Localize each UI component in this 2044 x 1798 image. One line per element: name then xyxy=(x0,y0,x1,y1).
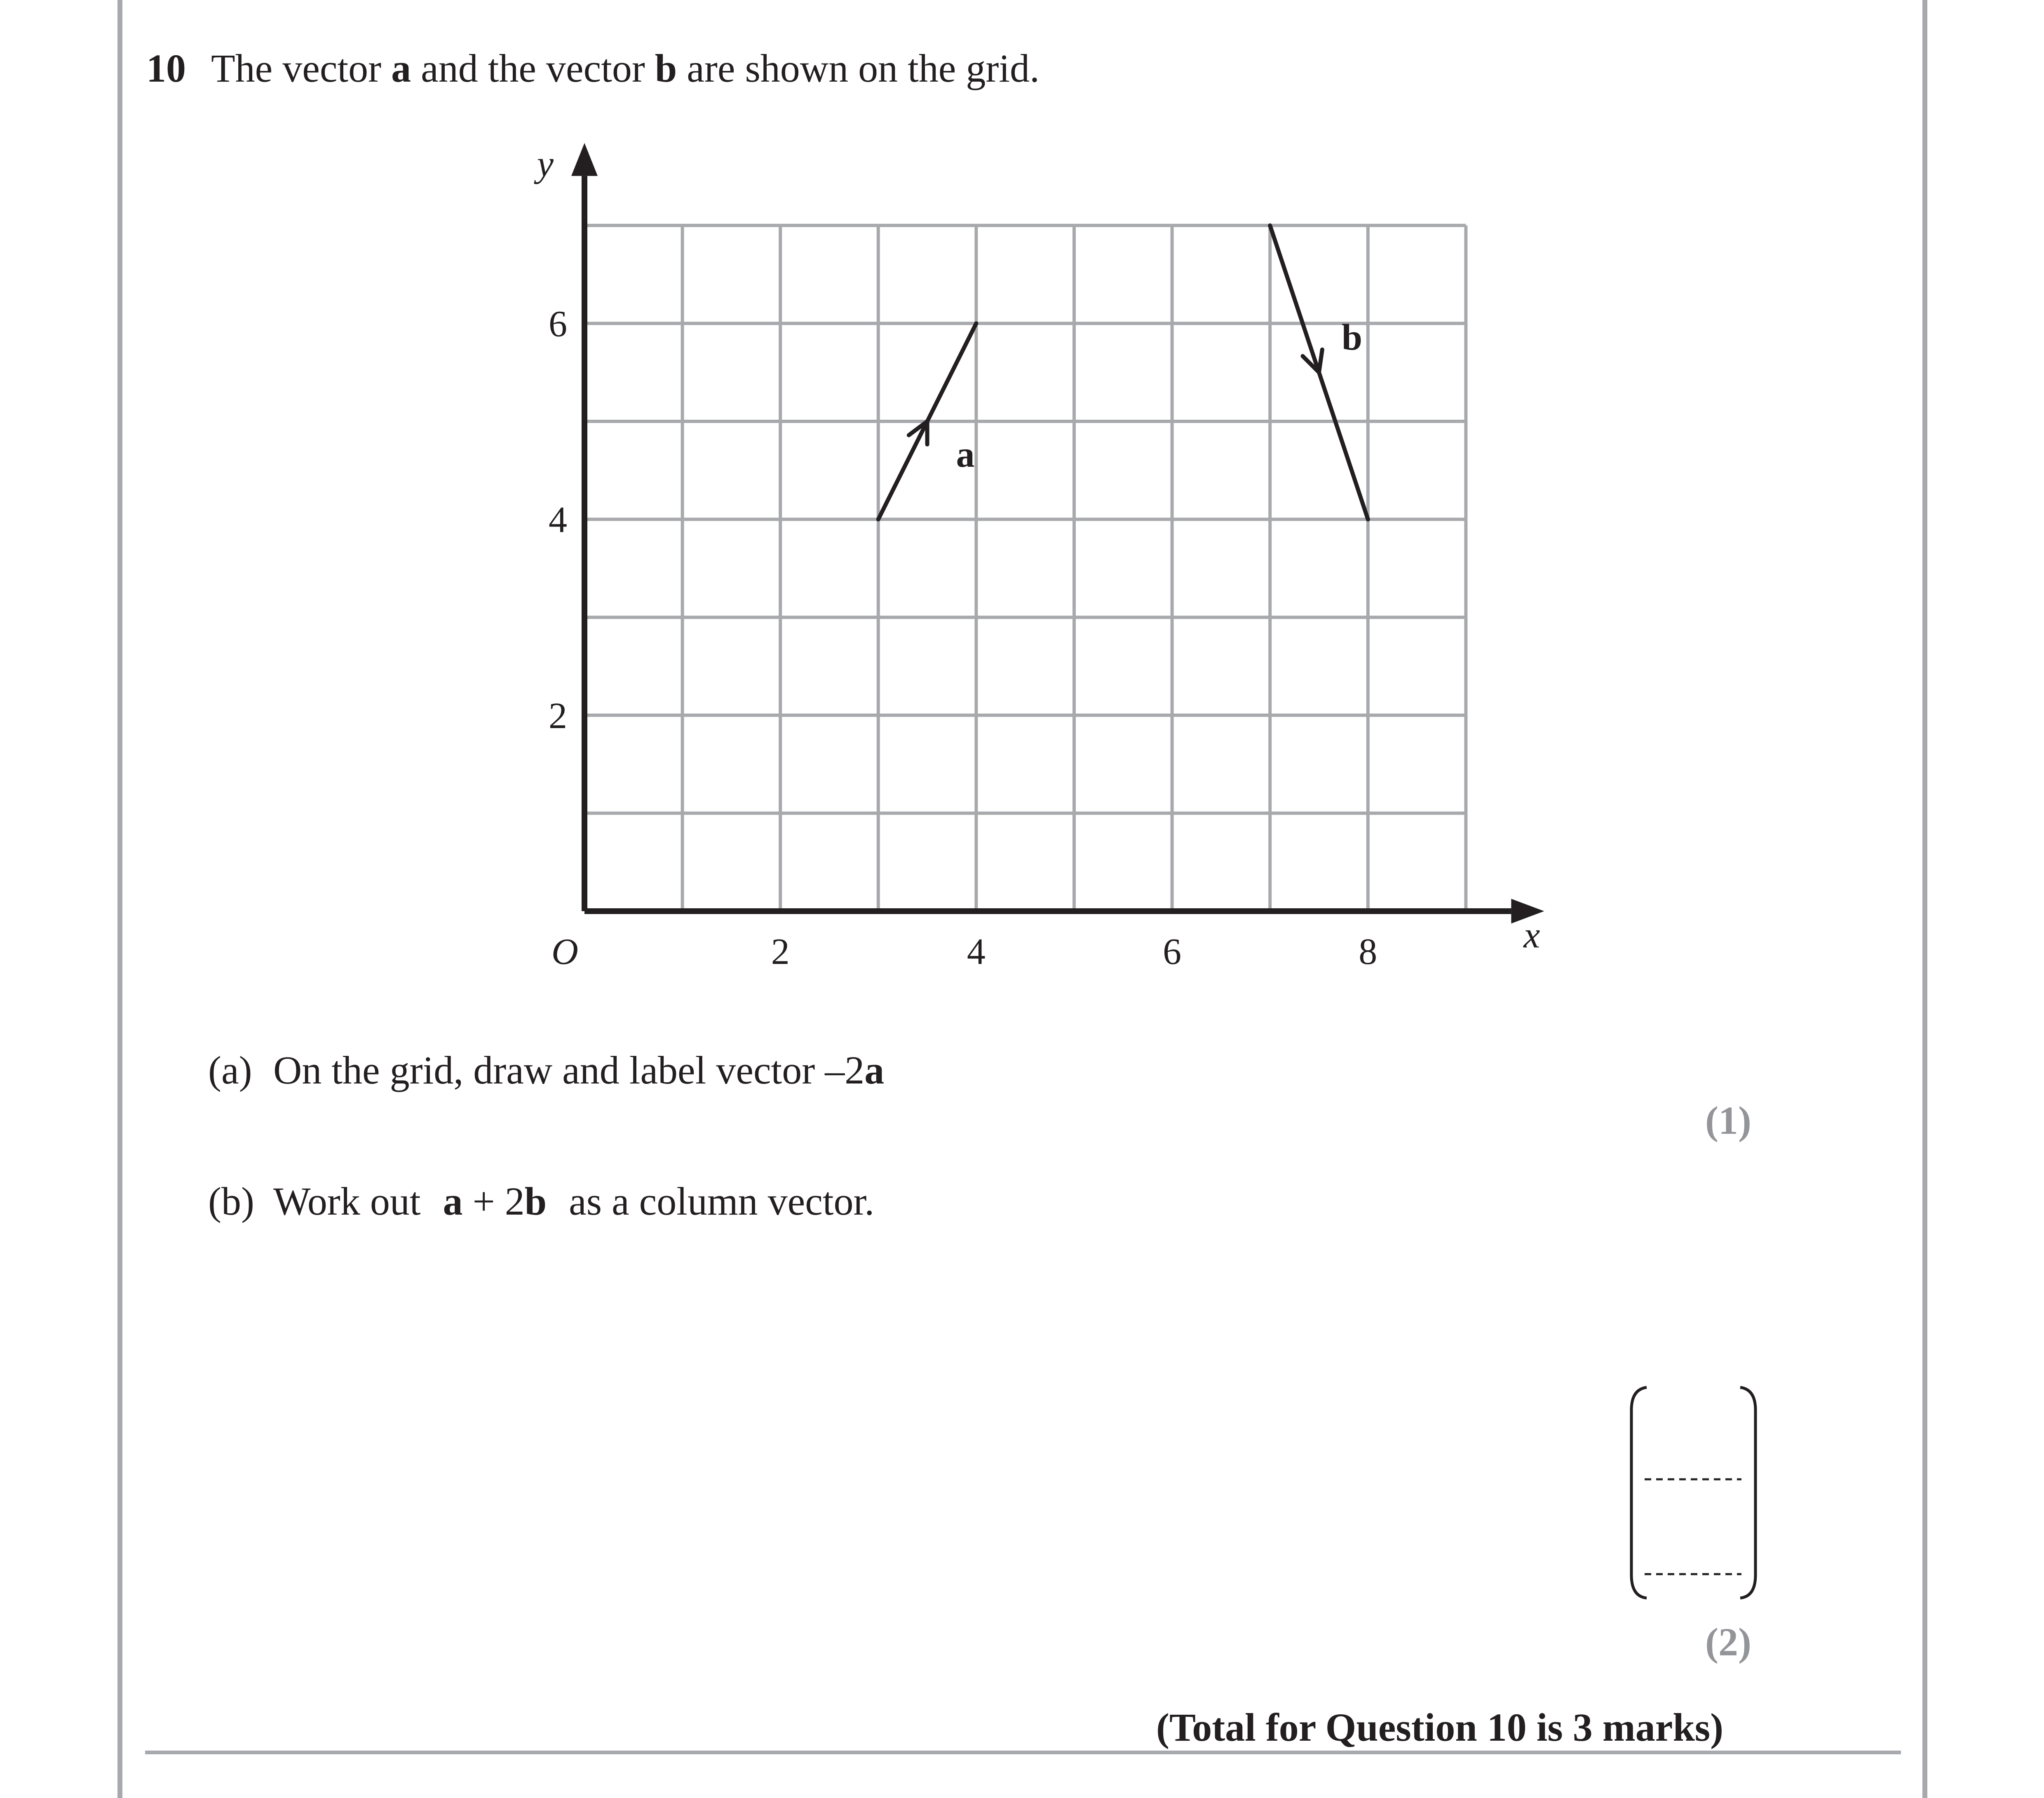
x-tick-label: 4 xyxy=(967,931,986,972)
y-tick-label: 6 xyxy=(549,303,567,345)
part-b-vector-b: b xyxy=(524,1179,547,1223)
x-tick-label: 8 xyxy=(1359,931,1378,972)
vector-b-label: b xyxy=(1342,317,1363,358)
intro-text-1: The vector xyxy=(211,46,392,90)
origin-label: O xyxy=(551,931,578,972)
intro-vector-b: b xyxy=(655,46,677,90)
right-bracket xyxy=(1740,1387,1755,1598)
intro-vector-a: a xyxy=(391,46,411,90)
part-b-marks: (2) xyxy=(1705,1620,1751,1664)
question-total: (Total for Question 10 is 3 marks) xyxy=(1156,1705,1724,1749)
part-b-text-3: as a column vector. xyxy=(559,1179,875,1223)
part-b-text-2: + 2 xyxy=(462,1179,525,1223)
question-number: 10 xyxy=(146,46,186,90)
y-axis-label: y xyxy=(537,143,554,184)
part-a-label: (a) xyxy=(208,1048,252,1092)
part-b-vector-a: a xyxy=(443,1179,463,1223)
part-b-text-1: Work out xyxy=(273,1179,431,1223)
x-axis-label: x xyxy=(1523,915,1540,956)
bottom-rule xyxy=(145,1751,1901,1754)
part-b-label: (b) xyxy=(208,1179,254,1223)
y-tick-label: 2 xyxy=(549,695,567,736)
left-bracket xyxy=(1631,1387,1647,1598)
intro-text-3: are shown on the grid. xyxy=(677,46,1040,90)
intro-text-2: and the vector xyxy=(411,46,655,90)
y-tick-label: 4 xyxy=(549,499,567,541)
part-a-text: On the grid, draw and label vector –2 xyxy=(273,1048,865,1092)
x-tick-label: 2 xyxy=(771,931,790,972)
x-tick-label: 6 xyxy=(1163,931,1182,972)
part-a-vector: a xyxy=(864,1048,885,1092)
vector-a-label: a xyxy=(956,434,975,475)
part-a-marks: (1) xyxy=(1705,1098,1751,1142)
